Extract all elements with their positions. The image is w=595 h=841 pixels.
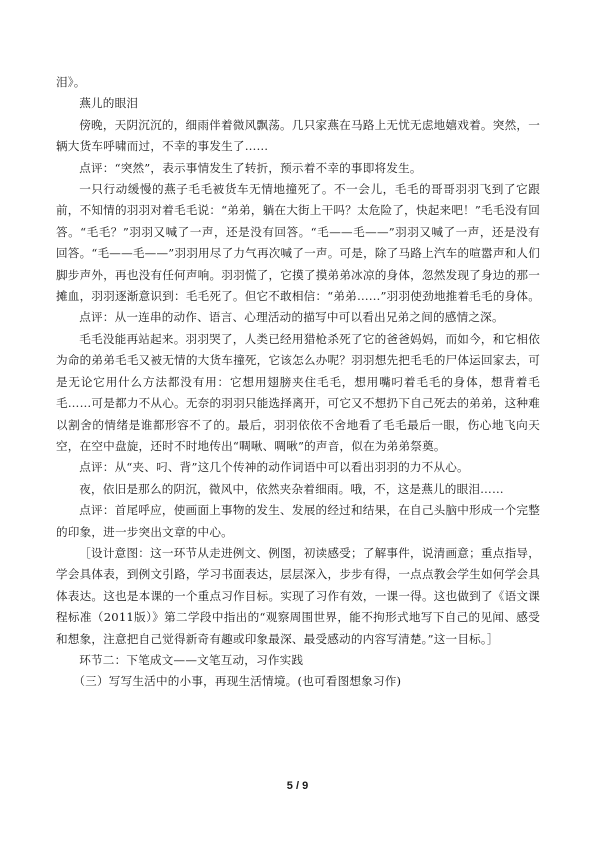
- page-number: 5 / 9: [286, 780, 309, 792]
- paragraph: 夜，依旧是那么的阴沉，微风中，依然夹杂着细雨。哦，不，这是燕儿的眼泪……: [79, 481, 504, 496]
- document-body: [56, 72, 540, 693]
- paragraph: 毛毛没能再站起来。羽羽哭了，人类已经用猎枪杀死了它的爸爸妈妈，而如今，和它相依为命的弟弟毛毛又被无情的大货车撞死，它该怎么办呢？羽羽想先把毛毛的尸体运回家去，可是无论它用什么方法都没有用：它想用翅膀夹住毛毛，想用嘴叼着毛毛的身体，想背着毛毛……可是都力不从心。无奈的羽羽只能选择离开，可它又不想扔下自己死去的弟弟，这种难以割舍的情绪是谁都形容不了的。最后，羽羽依依不舍地看了毛毛最后一眼，伤心地飞向天空，在空中盘旋，还时不时地传出“啁啾、啁啾”的声音，似在为弟弟祭奠。: [56, 331, 540, 453]
- comment-paragraph: 点评：“突然”，表示事情发生了转折，预示着不幸的事即将发生。: [79, 160, 422, 175]
- paragraph: 傍晚，天阴沉沉的，细雨伴着微风飘荡。几只家燕在马路上无忧无虑地嬉戏着。突然，一辆大货车呼啸而过，不幸的事发生了……: [56, 117, 540, 154]
- comment-paragraph: 点评：首尾呼应，使画面上事物的发生、发展的经过和结果，在自己头脑中形成一个完整的印象，进一步突出文章的中心。: [56, 503, 540, 539]
- design-intent-paragraph: ［设计意图：这一环节从走进例文、例图，初读感受；了解事件，说清画意；重点指导，学会具体表，到例文引路，学习书面表达，层层深入，步步有得，一点点教会学生如何学会具体表达。这也是本课的一个重点习作目标。实现了习作有效，一课一得。这也做到了《语文课程标准（2011版）》第二学段中指出的“观察周围世界，能不拘形式地写下自己的见闻、感受和想象，注意把自己觉得新奇有趣或印象最深、最受感动的内容写清楚。”这一目标。］: [56, 545, 540, 646]
- section-heading: 环节二：下笔成文——文笔互动，习作实践: [79, 652, 304, 667]
- comment-paragraph: 点评：从一连串的动作、语言、心理活动的描写中可以看出兄弟之间的感情之深。: [79, 310, 504, 325]
- paragraph-continuation: 泪》。: [56, 75, 86, 89]
- essay-title: 燕儿的眼泪: [79, 96, 139, 111]
- comment-paragraph: 点评：从“夹、叼、背”这几个传神的动作词语中可以看出羽羽的力不从心。: [79, 460, 469, 475]
- subsection-heading: （三）写写生活中的小事，再现生活情境。(也可看图想象习作): [73, 674, 402, 689]
- paragraph: 一只行动缓慢的燕子毛毛被货车无情地撞死了。不一会儿，毛毛的哥哥羽羽飞到了它跟前，不知情的羽羽对着毛毛说：“弟弟，躺在大街上干吗？太危险了，快起来吧！”毛毛没有回答。“毛毛？”羽羽又喊了一声，还是没有回答。“毛——毛——”羽羽又喊了一声，还是没有回答。“毛——毛——”羽羽用尽了力气再次喊了一声。可是，除了马路上汽车的喧嚣声和人们脚步声外，再也没有任何声响。羽羽慌了，它摸了摸弟弟冰凉的身体，忽然发现了身边的那一摊血，羽羽逐渐意识到：毛毛死了。但它不敢相信：“弟弟……”羽羽使劲地推着毛毛的身体。: [56, 182, 541, 304]
